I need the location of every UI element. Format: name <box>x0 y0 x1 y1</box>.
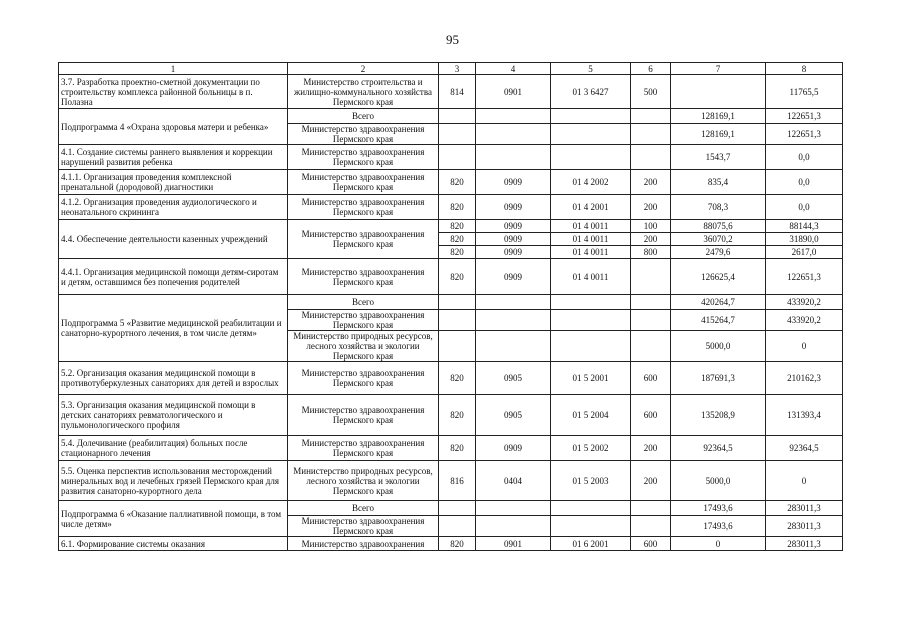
code-cell <box>476 310 551 331</box>
ministry-cell: Министерство природных ресурсов, лесного хозяйства и экологии Пермского края <box>288 331 439 362</box>
code-cell: 820 <box>439 220 476 233</box>
code-cell: 0901 <box>476 537 551 551</box>
amount-2016-cell: 17493,6 <box>671 501 766 516</box>
code-cell: 01 5 2004 <box>551 395 631 436</box>
amount-2017-cell: 283011,3 <box>766 516 843 537</box>
item-name-cell: 5.3. Организация оказания медицинской помощи в детских санаториях ревматологического и пульмонологического профиля <box>59 395 288 436</box>
amount-2016-cell: 5000,0 <box>671 461 766 501</box>
amount-2017-cell: 283011,3 <box>766 501 843 516</box>
code-cell <box>631 501 671 516</box>
code-cell <box>551 124 631 145</box>
code-cell: 820 <box>439 170 476 195</box>
code-cell: 01 6 2001 <box>551 537 631 551</box>
code-cell: 0909 <box>476 170 551 195</box>
code-cell <box>439 295 476 310</box>
amount-2017-cell: 2617,0 <box>766 246 843 259</box>
code-cell <box>631 331 671 362</box>
amount-2016-cell: 135208,9 <box>671 395 766 436</box>
table-row <box>59 295 843 310</box>
column-header: 1 <box>59 63 288 75</box>
code-cell <box>439 516 476 537</box>
ministry-cell: Министерство природных ресурсов, лесного хозяйства и экологии Пермского края <box>288 461 439 501</box>
amount-2017-cell: 433920,2 <box>766 310 843 331</box>
amount-2016-cell: 126625,4 <box>671 259 766 295</box>
code-cell <box>476 145 551 170</box>
code-cell: 01 4 0011 <box>551 220 631 233</box>
code-cell <box>551 501 631 516</box>
column-header: 2 <box>288 63 439 75</box>
amount-2016-cell: 1543,7 <box>671 145 766 170</box>
code-cell: 01 4 0011 <box>551 246 631 259</box>
ministry-cell: Всего <box>288 501 439 516</box>
item-name-cell: 4.1.1. Организация проведения комплексной пренатальной (дородовой) диагностики <box>59 170 288 195</box>
code-cell: 0901 <box>476 75 551 109</box>
item-name-cell: 5.4. Долечивание (реабилитация) больных после стационарного лечения <box>59 436 288 461</box>
code-cell <box>551 516 631 537</box>
table-row <box>59 461 843 501</box>
table-row <box>59 220 843 233</box>
amount-2016-cell: 187691,3 <box>671 362 766 395</box>
code-cell <box>551 310 631 331</box>
amount-2016-cell: 5000,0 <box>671 331 766 362</box>
table-row <box>59 75 843 109</box>
code-cell: 820 <box>439 195 476 220</box>
table-row <box>59 145 843 170</box>
code-cell: 0909 <box>476 233 551 246</box>
code-cell: 200 <box>631 436 671 461</box>
amount-2016-cell: 36070,2 <box>671 233 766 246</box>
code-cell <box>476 295 551 310</box>
item-name-cell: 5.5. Оценка перспектив использования месторождений минеральных вод и лечебных грязей Пермского края для развития санаторно-курортного дела <box>59 461 288 501</box>
code-cell: 01 5 2003 <box>551 461 631 501</box>
code-cell <box>551 295 631 310</box>
code-cell: 820 <box>439 362 476 395</box>
ministry-cell: Министерство здравоохранения Пермского края <box>288 220 439 259</box>
budget-table <box>58 62 843 551</box>
code-cell: 820 <box>439 395 476 436</box>
amount-2016-cell <box>671 75 766 109</box>
ministry-cell: Министерство здравоохранения <box>288 537 439 551</box>
amount-2016-cell: 92364,5 <box>671 436 766 461</box>
code-cell: 500 <box>631 75 671 109</box>
table-row <box>59 395 843 436</box>
code-cell: 820 <box>439 259 476 295</box>
code-cell: 820 <box>439 537 476 551</box>
table-row <box>59 170 843 195</box>
code-cell: 200 <box>631 170 671 195</box>
amount-2016-cell: 708,3 <box>671 195 766 220</box>
code-cell <box>631 145 671 170</box>
code-cell <box>631 259 671 295</box>
amount-2017-cell: 122651,3 <box>766 109 843 124</box>
ministry-cell: Министерство здравоохранения Пермского края <box>288 170 439 195</box>
ministry-cell: Министерство здравоохранения Пермского края <box>288 145 439 170</box>
code-cell <box>439 145 476 170</box>
table-row <box>59 436 843 461</box>
amount-2017-cell: 88144,3 <box>766 220 843 233</box>
item-name-cell: Подпрограмма 6 «Оказание паллиативной помощи, в том числе детям» <box>59 501 288 537</box>
amount-2017-cell: 122651,3 <box>766 124 843 145</box>
amount-2016-cell: 2479,6 <box>671 246 766 259</box>
amount-2016-cell: 835,4 <box>671 170 766 195</box>
code-cell: 01 4 0011 <box>551 259 631 295</box>
code-cell: 01 4 2002 <box>551 170 631 195</box>
code-cell <box>439 124 476 145</box>
code-cell: 100 <box>631 220 671 233</box>
table-row <box>59 537 843 551</box>
ministry-cell: Министерство здравоохранения Пермского края <box>288 436 439 461</box>
code-cell: 0905 <box>476 395 551 436</box>
code-cell <box>439 331 476 362</box>
amount-2017-cell: 210162,3 <box>766 362 843 395</box>
table-row <box>59 109 843 124</box>
code-cell: 01 4 2001 <box>551 195 631 220</box>
amount-2016-cell: 17493,6 <box>671 516 766 537</box>
code-cell: 0404 <box>476 461 551 501</box>
amount-2016-cell: 128169,1 <box>671 124 766 145</box>
amount-2017-cell: 0 <box>766 461 843 501</box>
amount-2016-cell: 128169,1 <box>671 109 766 124</box>
page-number: 95 <box>446 32 459 47</box>
amount-2017-cell: 11765,5 <box>766 75 843 109</box>
code-cell: 600 <box>631 362 671 395</box>
amount-2017-cell: 283011,3 <box>766 537 843 551</box>
ministry-cell: Министерство здравоохранения Пермского края <box>288 124 439 145</box>
code-cell: 820 <box>439 436 476 461</box>
code-cell: 600 <box>631 537 671 551</box>
code-cell <box>631 124 671 145</box>
code-cell <box>631 109 671 124</box>
code-cell: 01 3 6427 <box>551 75 631 109</box>
item-name-cell: Подпрограмма 5 «Развитие медицинской реабилитации и санаторно-курортного лечения, в том числе детям» <box>59 295 288 362</box>
code-cell <box>476 109 551 124</box>
ministry-cell: Всего <box>288 295 439 310</box>
code-cell: 01 5 2002 <box>551 436 631 461</box>
ministry-cell: Министерство здравоохранения Пермского края <box>288 395 439 436</box>
code-cell: 200 <box>631 233 671 246</box>
column-header: 6 <box>631 63 671 75</box>
code-cell <box>476 124 551 145</box>
table-row <box>59 362 843 395</box>
ministry-cell: Всего <box>288 109 439 124</box>
code-cell: 0905 <box>476 362 551 395</box>
code-cell <box>439 310 476 331</box>
code-cell <box>631 516 671 537</box>
item-name-cell: 4.4. Обеспечение деятельности казенных учреждений <box>59 220 288 259</box>
code-cell <box>551 331 631 362</box>
code-cell <box>476 501 551 516</box>
code-cell <box>631 310 671 331</box>
code-cell: 0909 <box>476 259 551 295</box>
table-row <box>59 259 843 295</box>
code-cell: 800 <box>631 246 671 259</box>
code-cell: 200 <box>631 195 671 220</box>
ministry-cell: Министерство здравоохранения Пермского края <box>288 259 439 295</box>
code-cell: 0909 <box>476 195 551 220</box>
column-number-row <box>59 63 843 75</box>
code-cell <box>631 295 671 310</box>
item-name-cell: 5.2. Организация оказания медицинской помощи в противотуберкулезных санаториях для детей и взрослых <box>59 362 288 395</box>
item-name-cell: 3.7. Разработка проектно-сметной документации по строительству комплекса районной больницы в п. Полазна <box>59 75 288 109</box>
code-cell: 01 4 0011 <box>551 233 631 246</box>
item-name-cell: 6.1. Формирование системы оказания <box>59 537 288 551</box>
table-row <box>59 501 843 516</box>
code-cell: 0909 <box>476 220 551 233</box>
code-cell: 820 <box>439 233 476 246</box>
code-cell: 0909 <box>476 246 551 259</box>
ministry-cell: Министерство здравоохранения Пермского края <box>288 362 439 395</box>
code-cell: 820 <box>439 246 476 259</box>
column-header: 4 <box>476 63 551 75</box>
code-cell: 600 <box>631 395 671 436</box>
item-name-cell: 4.4.1. Организация медицинской помощи детям-сиротам и детям, оставшимся без попечения родителей <box>59 259 288 295</box>
amount-2017-cell: 122651,3 <box>766 259 843 295</box>
amount-2017-cell: 92364,5 <box>766 436 843 461</box>
column-header: 5 <box>551 63 631 75</box>
code-cell: 0909 <box>476 436 551 461</box>
table-row <box>59 195 843 220</box>
amount-2016-cell: 0 <box>671 537 766 551</box>
item-name-cell: 4.1. Создание системы раннего выявления и коррекции нарушений развития ребенка <box>59 145 288 170</box>
code-cell: 814 <box>439 75 476 109</box>
amount-2017-cell: 0 <box>766 331 843 362</box>
amount-2017-cell: 433920,2 <box>766 295 843 310</box>
code-cell: 01 5 2001 <box>551 362 631 395</box>
amount-2017-cell: 0,0 <box>766 195 843 220</box>
code-cell <box>439 501 476 516</box>
code-cell <box>476 516 551 537</box>
ministry-cell: Министерство строительства и жилищно-коммунального хозяйства Пермского края <box>288 75 439 109</box>
amount-2017-cell: 0,0 <box>766 170 843 195</box>
code-cell: 816 <box>439 461 476 501</box>
amount-2017-cell: 0,0 <box>766 145 843 170</box>
amount-2016-cell: 420264,7 <box>671 295 766 310</box>
amount-2016-cell: 415264,7 <box>671 310 766 331</box>
ministry-cell: Министерство здравоохранения Пермского края <box>288 310 439 331</box>
amount-2017-cell: 31890,0 <box>766 233 843 246</box>
amount-2016-cell: 88075,6 <box>671 220 766 233</box>
item-name-cell: Подпрограмма 4 «Охрана здоровья матери и ребенка» <box>59 109 288 145</box>
table-body <box>59 75 843 551</box>
column-header: 8 <box>766 63 843 75</box>
column-header: 3 <box>439 63 476 75</box>
ministry-cell: Министерство здравоохранения Пермского края <box>288 516 439 537</box>
code-cell <box>551 145 631 170</box>
code-cell: 200 <box>631 461 671 501</box>
code-cell <box>439 109 476 124</box>
amount-2017-cell: 131393,4 <box>766 395 843 436</box>
column-header: 7 <box>671 63 766 75</box>
ministry-cell: Министерство здравоохранения Пермского края <box>288 195 439 220</box>
code-cell <box>476 331 551 362</box>
item-name-cell: 4.1.2. Организация проведения аудиологического и неонатального скрининга <box>59 195 288 220</box>
code-cell <box>551 109 631 124</box>
